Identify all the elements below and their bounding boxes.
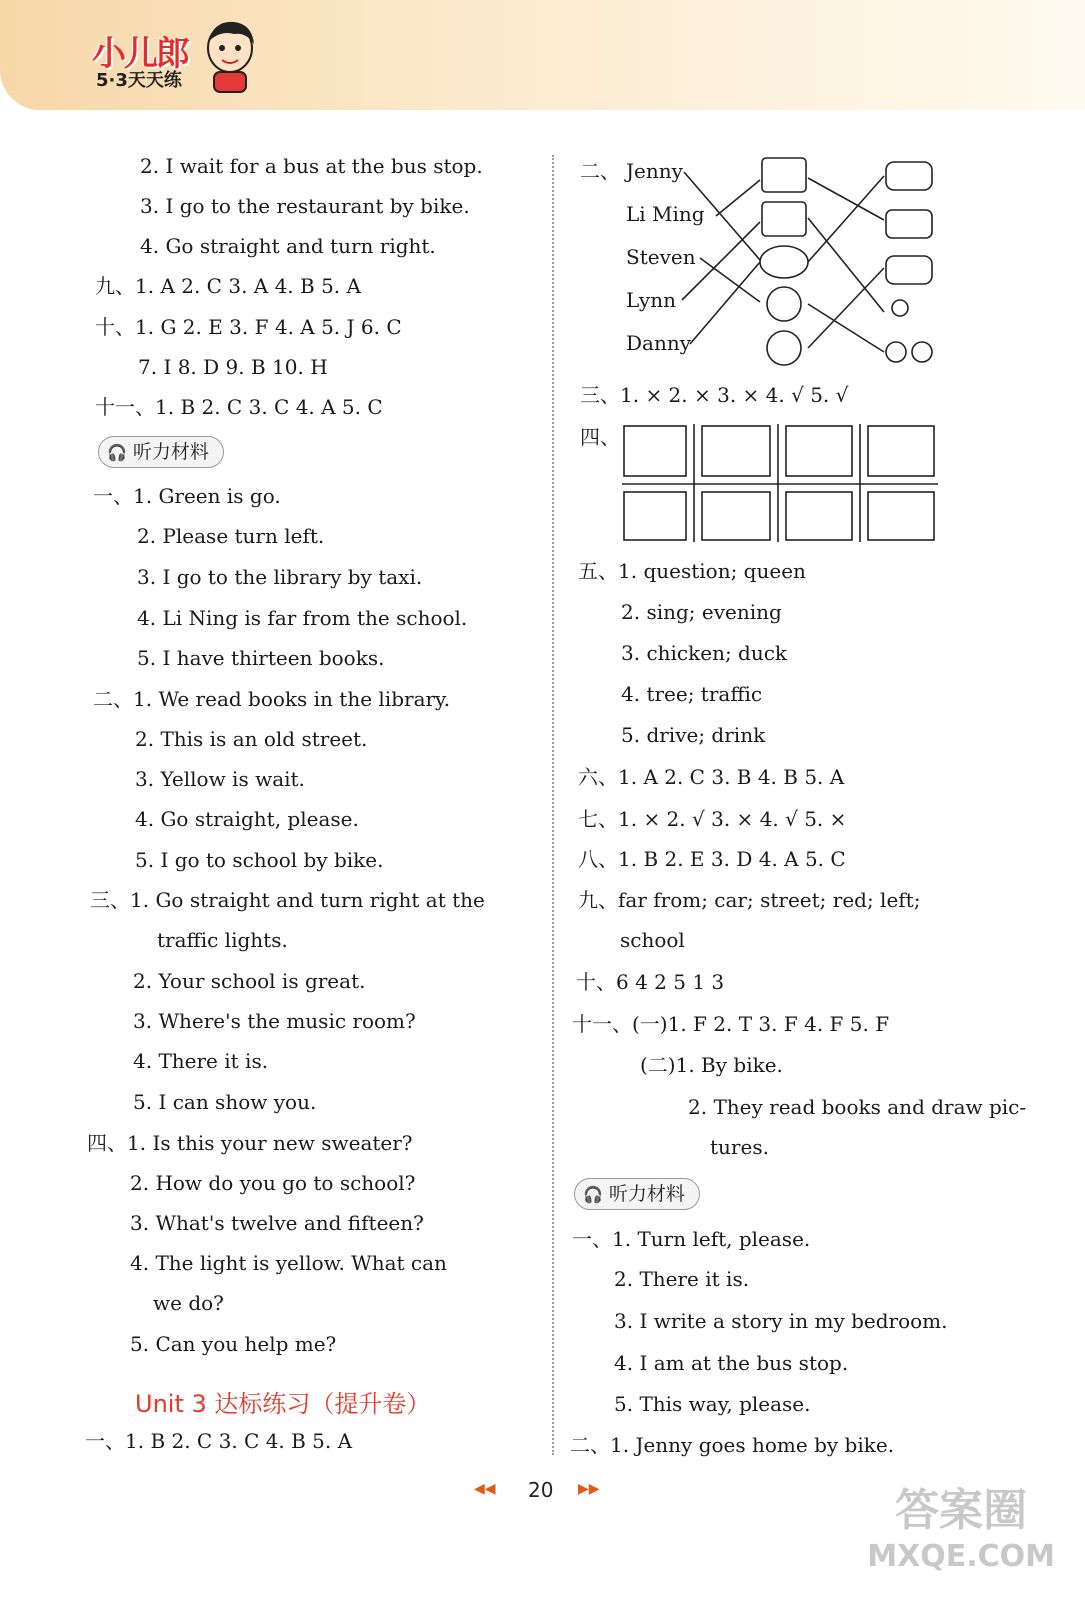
answer-line: 3. Yellow is wait. xyxy=(135,767,305,791)
answer-line: 4. Li Ning is far from the school. xyxy=(137,606,468,630)
car-picture xyxy=(760,246,808,278)
answer-line: 5. Can you help me? xyxy=(130,1332,337,1356)
answer-line: 十一、1. B 2. C 3. C 4. A 5. C xyxy=(95,395,383,419)
unit-title: Unit 3 达标练习（提升卷） xyxy=(135,1390,431,1418)
match-name: Danny xyxy=(626,331,692,355)
answer-line: 4. Go straight and turn right. xyxy=(140,234,436,258)
car2-picture xyxy=(786,492,852,540)
answer-line: 八、1. B 2. E 3. D 4. A 5. C xyxy=(578,847,846,871)
four-prefix: 四、 xyxy=(580,425,620,449)
answer-line: 4. I am at the bus stop. xyxy=(614,1351,849,1375)
bike-picture xyxy=(886,342,906,362)
answer-line: 九、1. A 2. C 3. A 4. B 5. A xyxy=(95,274,361,298)
answer-line: 3. I go to the library by taxi. xyxy=(137,565,423,589)
answer-line: 九、far from; car; street; red; left; xyxy=(578,888,921,912)
headphones-icon: 🎧 xyxy=(107,443,127,462)
tower-picture xyxy=(702,492,770,540)
flower-picture xyxy=(767,331,801,365)
house-picture xyxy=(786,426,852,476)
answer-line: 7. I 8. D 9. B 10. H xyxy=(138,355,328,379)
answer-line: 七、1. × 2. √ 3. × 4. √ 5. × xyxy=(578,807,847,831)
walk-picture xyxy=(892,300,908,316)
answer-line: 二、1. Jenny goes home by bike. xyxy=(570,1433,895,1457)
mascot-boy-icon xyxy=(200,18,260,94)
answer-line: 3. chicken; duck xyxy=(621,641,788,665)
prev-page-icon[interactable]: ◀◀ xyxy=(474,1481,496,1497)
answer-line: 2. There it is. xyxy=(614,1267,750,1291)
answer-line: 5. I have thirteen books. xyxy=(137,646,385,670)
answer-line: 十一、(一)1. F 2. T 3. F 4. F 5. F xyxy=(572,1012,890,1036)
answer-line: 六、1. A 2. C 3. B 4. B 5. A xyxy=(578,765,845,789)
building-picture xyxy=(624,426,686,476)
matching-diagram xyxy=(680,152,950,372)
answer-line: 3. Where's the music room? xyxy=(133,1009,416,1033)
answer-line: 2. How do you go to school? xyxy=(130,1171,416,1195)
answer-line: 三、1. × 2. × 3. × 4. √ 5. √ xyxy=(580,383,849,407)
bus-picture xyxy=(762,158,806,192)
car2-picture xyxy=(886,256,932,284)
answer-line: 4. tree; traffic xyxy=(621,682,763,706)
answer-line: 一、1. Green is go. xyxy=(93,484,281,508)
listening-label: 🎧 听力材料 xyxy=(98,436,224,468)
house-picture xyxy=(762,202,806,236)
answer-line: 4. There it is. xyxy=(133,1049,269,1073)
taxi-picture xyxy=(886,162,932,190)
match-name: Jenny xyxy=(626,159,683,183)
answer-line: 2. They read books and draw pic- xyxy=(688,1095,1027,1119)
answer-line: 5. I can show you. xyxy=(133,1090,317,1114)
answer-line: 3. What's twelve and fifteen? xyxy=(130,1211,424,1235)
answer-line: tures. xyxy=(710,1135,769,1159)
logo-title: 小儿郎 xyxy=(92,34,188,74)
city-picture xyxy=(702,426,770,476)
headphones-icon: 🎧 xyxy=(583,1185,603,1204)
match-prefix: 二、 xyxy=(580,159,620,183)
tree-picture xyxy=(767,287,801,321)
answer-line: 三、1. Go straight and turn right at the xyxy=(90,888,485,912)
tree-picture xyxy=(868,492,934,540)
train-picture xyxy=(886,210,932,238)
answer-line: 2. Please turn left. xyxy=(137,524,325,548)
answer-line: traffic lights. xyxy=(157,928,288,952)
answer-line: 四、1. Is this your new sweater? xyxy=(87,1131,413,1155)
answer-line: 5. drive; drink xyxy=(621,723,766,747)
match-name: Lynn xyxy=(626,288,676,312)
answer-line: we do? xyxy=(153,1291,224,1315)
answer-line: 十、1. G 2. E 3. F 4. A 5. J 6. C xyxy=(95,315,402,339)
answer-line: 二、1. We read books in the library. xyxy=(93,687,451,711)
park-picture xyxy=(868,426,934,476)
match-name: Steven xyxy=(626,245,696,269)
answer-line: 2. Your school is great. xyxy=(133,969,366,993)
answer-line: 一、1. B 2. C 3. C 4. B 5. A xyxy=(85,1429,353,1453)
answer-line: 5. I go to school by bike. xyxy=(135,848,384,872)
answer-line: (二)1. By bike. xyxy=(640,1053,783,1077)
answer-line: 4. The light is yellow. What can xyxy=(130,1251,447,1275)
answer-line: 一、1. Turn left, please. xyxy=(572,1227,811,1251)
page-number: 20 xyxy=(528,1478,554,1502)
next-page-icon[interactable]: ▶▶ xyxy=(578,1481,600,1497)
match-name: Li Ming xyxy=(626,202,705,226)
answer-line: 五、1. question; queen xyxy=(578,559,806,583)
listening-label: 🎧 听力材料 xyxy=(574,1178,700,1210)
answer-line: 4. Go straight, please. xyxy=(135,807,359,831)
answer-line: 2. I wait for a bus at the bus stop. xyxy=(140,154,483,178)
watermark-logo: 答案圈 MXQE.COM xyxy=(867,1485,1055,1574)
logo-subtitle: 5·3天天练 xyxy=(96,70,182,91)
answer-line: 2. sing; evening xyxy=(621,600,782,624)
answer-line: 3. I go to the restaurant by bike. xyxy=(140,194,470,218)
answer-line: 2. This is an old street. xyxy=(135,727,368,751)
column-divider xyxy=(552,155,554,1455)
map-picture xyxy=(622,424,938,542)
answer-line: 十、6 4 2 5 1 3 xyxy=(576,970,725,994)
answer-line: school xyxy=(620,928,685,952)
answer-line: 5. This way, please. xyxy=(614,1392,811,1416)
car-picture xyxy=(624,492,686,540)
answer-line: 3. I write a story in my bedroom. xyxy=(614,1309,948,1333)
